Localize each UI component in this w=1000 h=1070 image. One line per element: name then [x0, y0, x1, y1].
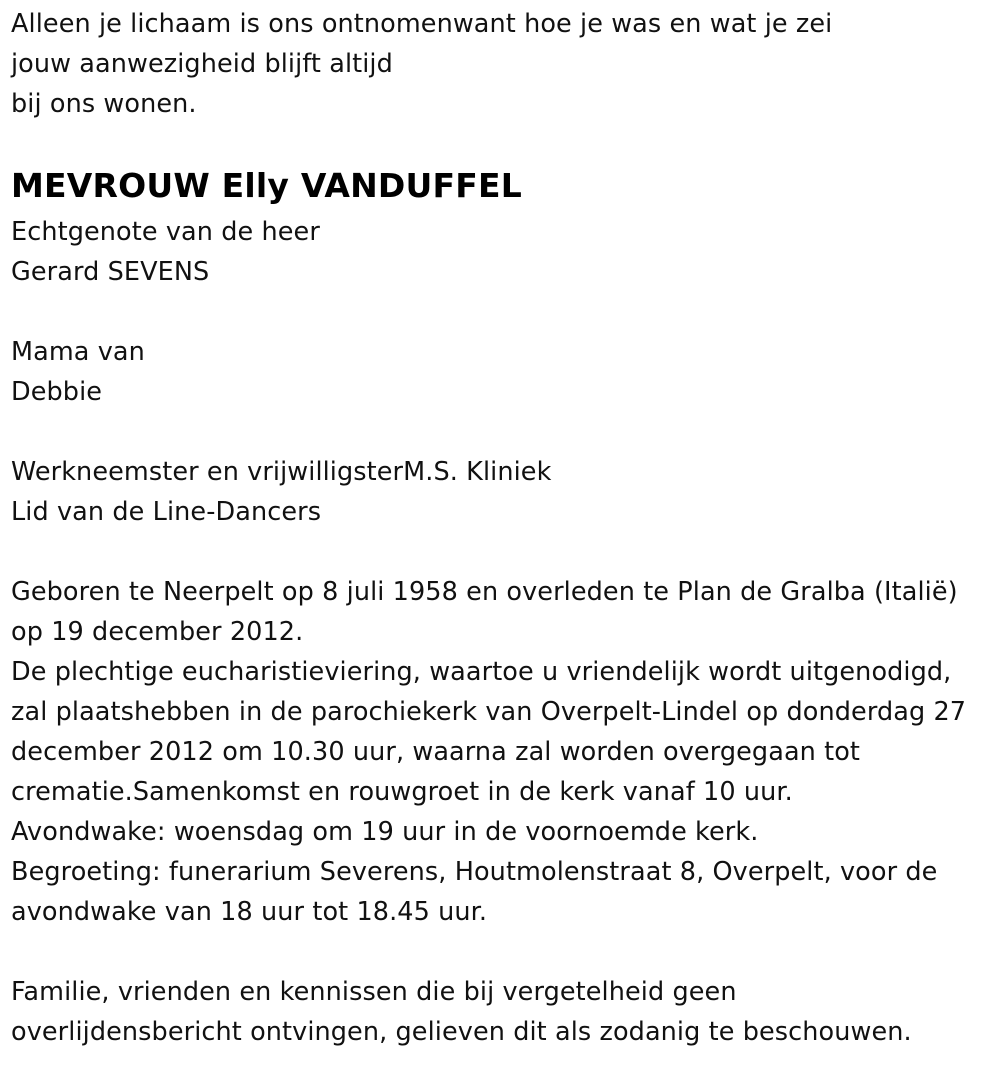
details-line: zal plaatshebben in de parochiekerk van Overpelt-Lindel op donderdag 27	[11, 697, 967, 727]
children-section	[11, 332, 996, 412]
closing-line: Familie, vrienden en kennissen die bij vergetelheid geen	[11, 977, 737, 1007]
spouse-line: Echtgenote van de heer	[11, 217, 320, 247]
poem-line: bij ons wonen.	[11, 89, 197, 119]
spacer	[11, 532, 996, 572]
details-section	[11, 572, 996, 932]
details-line: Begroeting: funerarium Severens, Houtmolenstraat 8, Overpelt, voor de	[11, 857, 938, 887]
poem	[11, 4, 996, 124]
poem-line: jouw aanwezigheid blijft altijd	[11, 49, 393, 79]
details-line: op 19 december 2012.	[11, 617, 304, 647]
details-line: avondwake van 18 uur tot 18.45 uur.	[11, 897, 488, 927]
details-line: De plechtige eucharistieviering, waartoe u vriendelijk wordt uitgenodigd,	[11, 657, 952, 687]
details-line: Geboren te Neerpelt op 8 juli 1958 en overleden te Plan de Gralba (Italië)	[11, 577, 958, 607]
details-line: crematie.Samenkomst en rouwgroet in de kerk vanaf 10 uur.	[11, 777, 793, 807]
spacer	[11, 932, 996, 972]
spacer	[11, 124, 996, 160]
affiliation-line: Lid van de Line-Dancers	[11, 497, 322, 527]
children-line: Mama van	[11, 337, 145, 367]
spouse-section	[11, 212, 996, 292]
details-line: Avondwake: woensdag om 19 uur in de voornoemde kerk.	[11, 817, 759, 847]
children-line: Debbie	[11, 377, 103, 407]
deceased-name: MEVROUW Elly VANDUFFEL	[11, 166, 522, 205]
poem-line: Alleen je lichaam is ons ontnomenwant hoe je was en wat je zei	[11, 9, 833, 39]
death-notice	[11, 4, 996, 1052]
spacer	[11, 292, 996, 332]
details-line: december 2012 om 10.30 uur, waarna zal worden overgegaan tot	[11, 737, 861, 767]
closing-line: overlijdensbericht ontvingen, gelieven dit als zodanig te beschouwen.	[11, 1017, 912, 1047]
closing-section	[11, 972, 996, 1052]
spouse-line: Gerard SEVENS	[11, 257, 210, 287]
spacer	[11, 412, 996, 452]
affiliations-section	[11, 452, 996, 532]
affiliation-line: Werkneemster en vrijwilligsterM.S. Kliniek	[11, 457, 552, 487]
